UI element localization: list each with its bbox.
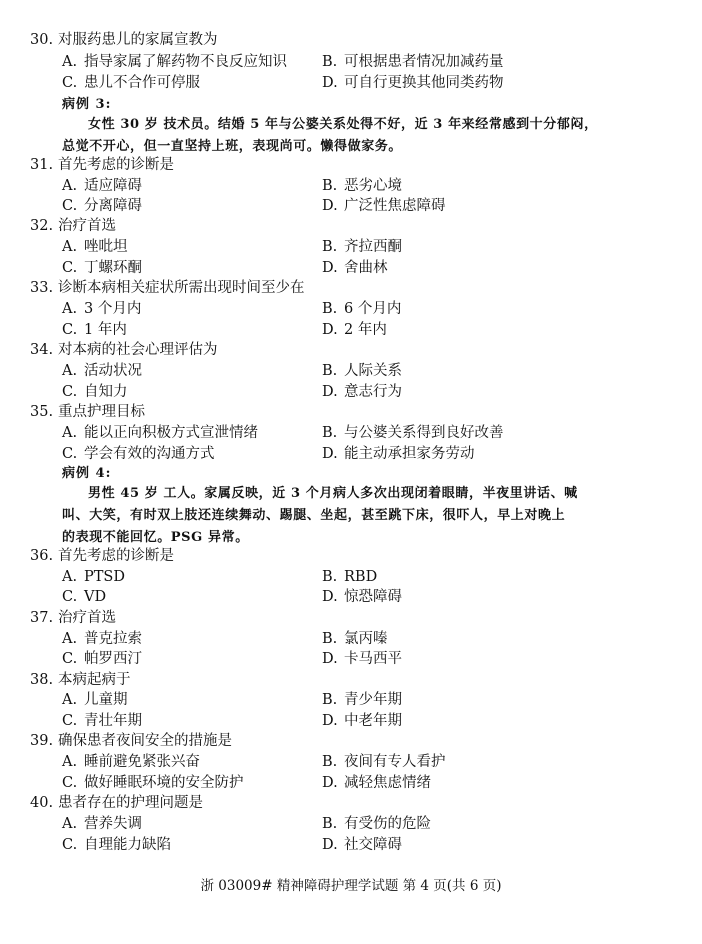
question-stem: 对服药患儿的家属宣教为	[58, 32, 218, 48]
question-32: 32. 治疗首选	[30, 218, 116, 234]
option-a: A. 适应障碍	[62, 178, 142, 194]
option-a: A. 儿童期	[62, 692, 128, 708]
option-d: D. 中老年期	[322, 713, 402, 729]
option-c: C. VD	[62, 589, 107, 605]
option-a: A. 睡前避免紧张兴奋	[62, 754, 200, 770]
case-4-title: 病例 4:	[62, 466, 112, 481]
question-stem: 重点护理目标	[58, 404, 145, 420]
question-30: 30. 对服药患儿的家属宣教为	[30, 32, 218, 48]
option-b: B. 齐拉西酮	[322, 239, 402, 255]
option-b: B. 青少年期	[322, 692, 402, 708]
case-line: 男性 45 岁 工人。家属反映，近 3 个月病人多次出现闭着眼睛，半夜里讲话、喊	[88, 486, 578, 501]
option-b: B. 可根据患者情况加减药量	[322, 54, 504, 70]
option-a: A. 营养失调	[62, 816, 142, 832]
question-stem: 治疗首选	[58, 218, 116, 234]
option-d: D. 广泛性焦虑障碍	[322, 198, 446, 214]
question-stem: 诊断本病相关症状所需出现时间至少在	[58, 280, 305, 296]
option-c: C. 患儿不合作可停服	[62, 75, 200, 91]
option-d: D. 能主动承担家务劳动	[322, 446, 475, 462]
option-d: D. 舍曲林	[322, 260, 388, 276]
question-stem: 患者存在的护理问题是	[58, 795, 203, 811]
option-c: C. 丁螺环酮	[62, 260, 142, 276]
option-b: B. 氯丙嗪	[322, 631, 388, 647]
question-34: 34. 对本病的社会心理评估为	[30, 342, 218, 358]
option-a: A. PTSD	[62, 569, 125, 585]
option-a: A. 普克拉索	[62, 631, 142, 647]
option-b: B. RBD	[322, 569, 378, 585]
option-c: C. 自知力	[62, 384, 128, 400]
case-line: 总觉不开心，但一直坚持上班，表现尚可。懒得做家务。	[62, 139, 403, 154]
option-b: B. 人际关系	[322, 363, 402, 379]
option-c: C. 学会有效的沟通方式	[62, 446, 215, 462]
option-c: C. 自理能力缺陷	[62, 837, 171, 853]
option-b: B. 夜间有专人看护	[322, 754, 446, 770]
question-38: 38. 本病起病于	[30, 672, 131, 688]
case-3-title: 病例 3:	[62, 97, 112, 112]
question-stem: 首先考虑的诊断是	[58, 157, 174, 173]
question-35: 35. 重点护理目标	[30, 404, 145, 420]
question-stem: 首先考虑的诊断是	[58, 548, 174, 564]
option-d: D. 惊恐障碍	[322, 589, 402, 605]
case-line: 叫、大笑，有时双上肢还连续舞动、踢腿、坐起，甚至跳下床，很吓人，早上对晚上	[62, 508, 566, 523]
case-line: 女性 30 岁 技术员。结婚 5 年与公婆关系处得不好，近 3 年来经常感到十分郁闷，	[88, 117, 598, 132]
option-d: D. 减轻焦虑情绪	[322, 775, 431, 791]
case-3-body	[62, 114, 622, 158]
question-stem: 本病起病于	[58, 672, 131, 688]
case-4-body	[62, 483, 622, 549]
question-40: 40. 患者存在的护理问题是	[30, 795, 203, 811]
case-line: 的表现不能回忆。PSG 异常。	[62, 530, 249, 545]
page-footer: 浙 03009# 精神障碍护理学试题 第 4 页(共 6 页)	[200, 878, 502, 894]
option-a: A. 3 个月内	[62, 301, 142, 317]
option-a: A. 唑吡坦	[62, 239, 128, 255]
option-d: D. 意志行为	[322, 384, 402, 400]
question-31: 31. 首先考虑的诊断是	[30, 157, 174, 173]
option-a: A. 活动状况	[62, 363, 142, 379]
option-a: A. 指导家属了解药物不良反应知识	[62, 54, 287, 70]
question-33: 33. 诊断本病相关症状所需出现时间至少在	[30, 280, 305, 296]
option-c: C. 青壮年期	[62, 713, 142, 729]
option-c: C. 1 年内	[62, 322, 127, 338]
option-a: A. 能以正向积极方式宣泄情绪	[62, 425, 258, 441]
question-stem: 确保患者夜间安全的措施是	[58, 733, 232, 749]
option-b: B. 有受伤的危险	[322, 816, 431, 832]
option-b: B. 6 个月内	[322, 301, 402, 317]
option-d: D. 2 年内	[322, 322, 387, 338]
option-c: C. 做好睡眠环境的安全防护	[62, 775, 244, 791]
option-c: C. 分离障碍	[62, 198, 142, 214]
question-37: 37. 治疗首选	[30, 610, 116, 626]
question-stem: 治疗首选	[58, 610, 116, 626]
option-d: D. 社交障碍	[322, 837, 402, 853]
option-b: B. 与公婆关系得到良好改善	[322, 425, 504, 441]
question-39: 39. 确保患者夜间安全的措施是	[30, 733, 232, 749]
question-stem: 对本病的社会心理评估为	[58, 342, 218, 358]
option-b: B. 恶劣心境	[322, 178, 402, 194]
option-d: D. 可自行更换其他同类药物	[322, 75, 504, 91]
option-c: C. 帕罗西汀	[62, 651, 142, 667]
question-36: 36. 首先考虑的诊断是	[30, 548, 174, 564]
option-d: D. 卡马西平	[322, 651, 402, 667]
